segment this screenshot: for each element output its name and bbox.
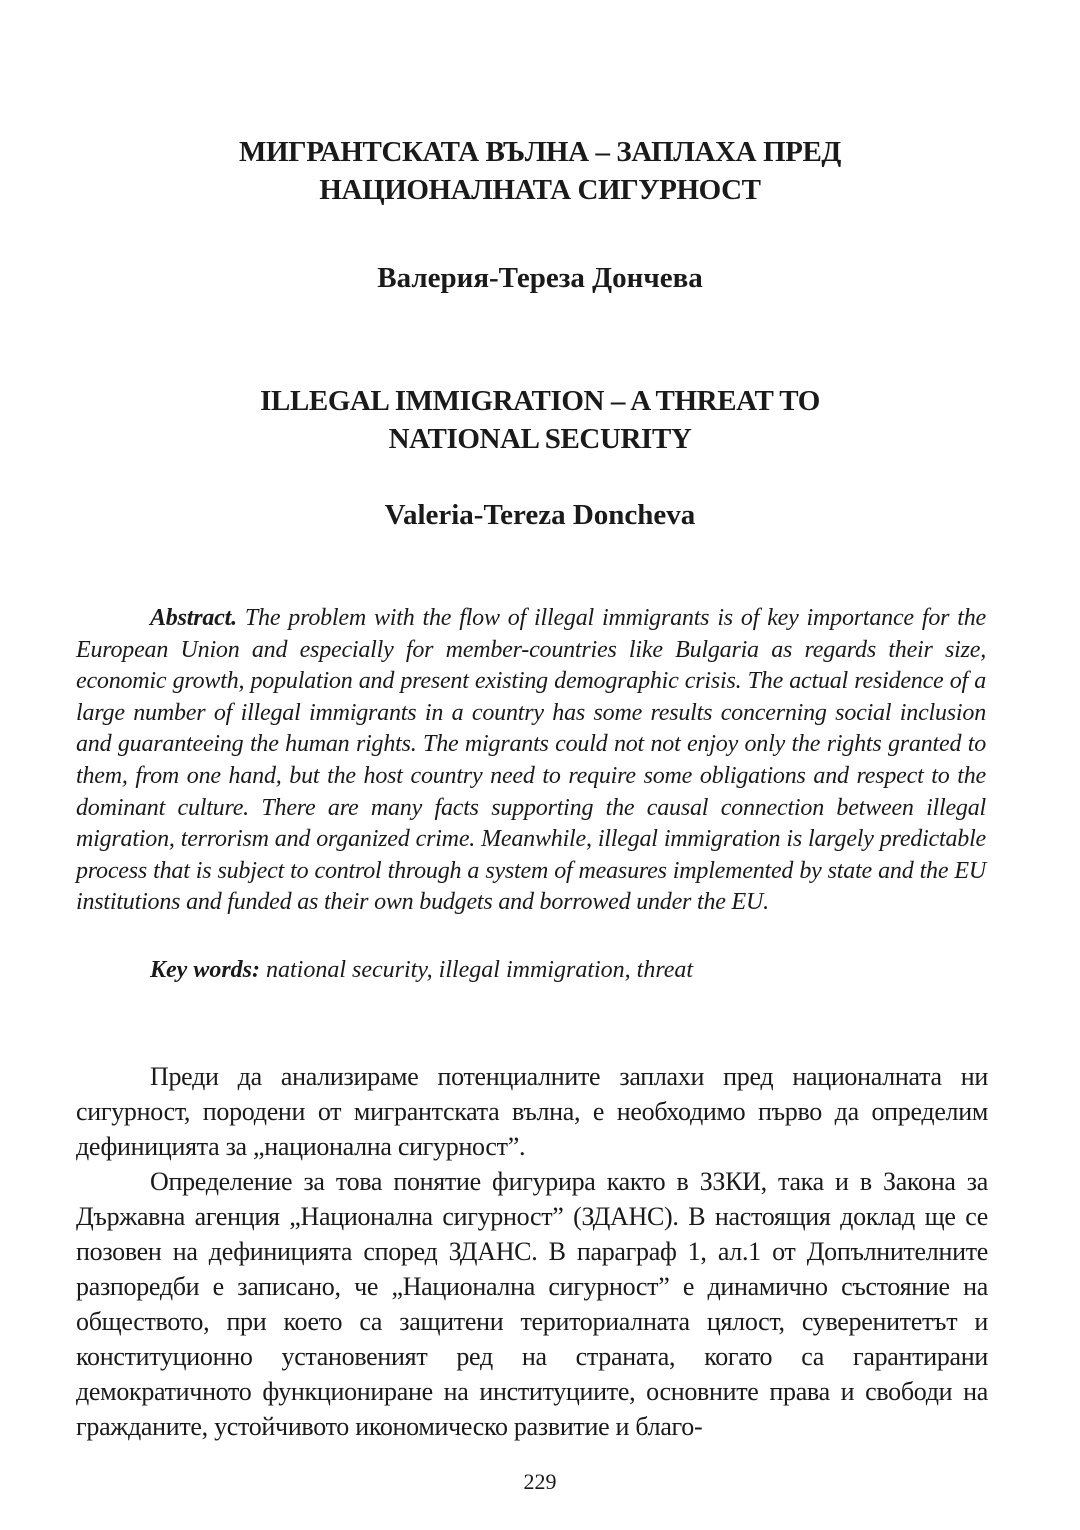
page-number: 229 <box>523 1469 557 1494</box>
body-paragraph-1: Преди да анализираме потенциалните заплахи пред националната ни сигурност, породени от мигрантската вълна, е необходимо първо да определим дефиницията за „национална сигурност”. <box>76 1062 988 1161</box>
bulgarian-title-line-1: МИГРАНТСКАТА ВЪЛНА – ЗАПЛАХА ПРЕД <box>239 136 841 168</box>
english-title-line-2: NATIONAL SECURITY <box>388 423 692 455</box>
body-text <box>76 1059 988 1444</box>
keywords-label: Key words: <box>150 957 260 983</box>
abstract-text: The problem with the flow of illegal immigrants is of key importance for the European Union and especially for member-countries like Bulgaria as regards their size, economic growth, population and present existing demographic crisis. The actual residence of a large number of illegal immigrants in a country has some results concerning social inclusion and guaranteeing the human rights. The migrants could not not enjoy only the rights granted to them, from one hand, but the host country need to require some obligations and respect to the dominant culture. There are many facts supporting the causal connection between illegal migration, terrorism and organized crime. Meanwhile, illegal immigration is largely predictable process that is subject to control through a system of measures implemented by state and the EU institutions and funded as their own budgets and borrowed under the EU. <box>76 605 986 916</box>
english-title <box>0 382 1080 458</box>
bulgarian-author-name: Валерия-Тереза Дончева <box>377 262 703 294</box>
bulgarian-title <box>0 133 1080 209</box>
english-title-line-1: ILLEGAL IMMIGRATION – A THREAT TO <box>260 385 820 417</box>
body-paragraph-2: Определение за това понятие фигурира както в ЗЗКИ, така и в Закона за Държавна агенция „Национална сигурност” (ЗДАНС). В настоящия доклад ще се позовен на дефиницията според ЗДАНС. В параграф 1, ал.1 от Допълнителните разпоредби е записано, че „Национална сигурност” е динамично състояние на обществото, при което са защитени териториалната цялост, суверенитетът и конституционно установеният ред на страната, когато са гарантирани демократичното функциониране на институциите, основните права и свободи на гражданите, устойчивото икономическо развитие и благо- <box>76 1167 988 1441</box>
bulgarian-title-line-2: НАЦИОНАЛНАТА СИГУРНОСТ <box>319 174 761 206</box>
english-author-name: Valeria-Tereza Doncheva <box>384 499 696 531</box>
keywords-text: national security, illegal immigration, threat <box>266 957 694 983</box>
keywords-line <box>150 954 693 986</box>
abstract-label: Abstract. <box>150 605 237 631</box>
abstract-paragraph <box>76 603 986 919</box>
